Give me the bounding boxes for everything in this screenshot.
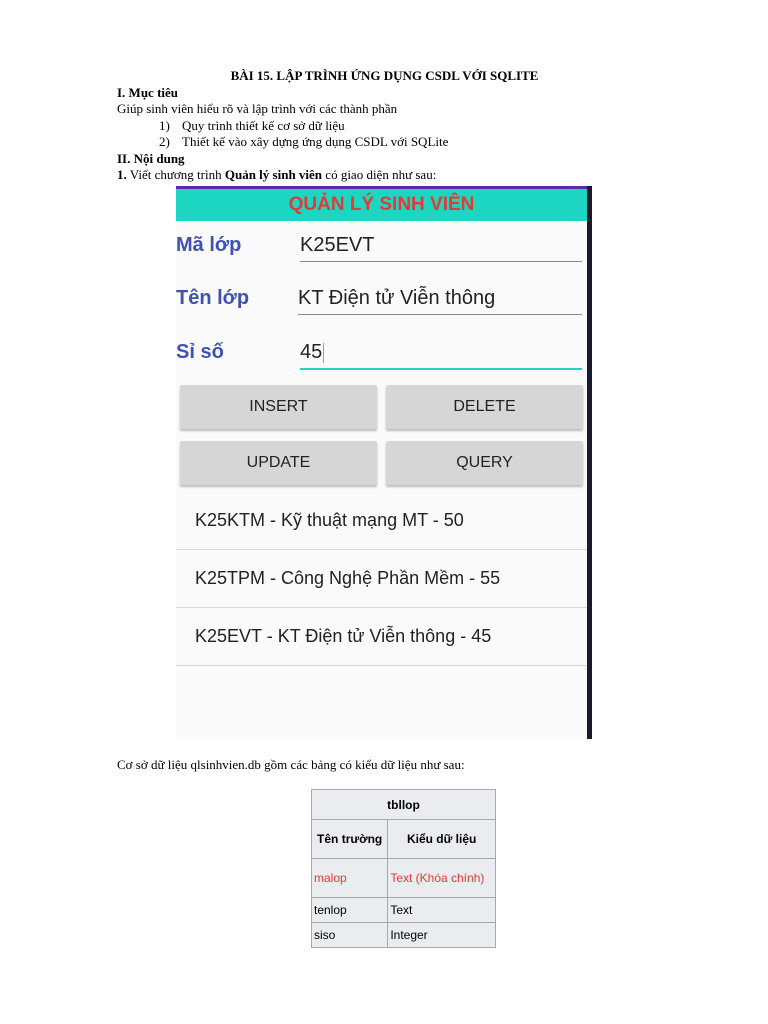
- table-cell: tenlop: [312, 898, 388, 923]
- task-number: 1.: [117, 167, 127, 182]
- delete-button[interactable]: DELETE: [386, 385, 583, 429]
- table-cell: malop: [312, 859, 388, 898]
- insert-button[interactable]: INSERT: [180, 385, 377, 429]
- class-name-label: Tên lớp: [176, 287, 250, 309]
- column-header: Tên trường: [312, 820, 388, 859]
- list-text: Thiết kế vào xây dựng ứng dụng CSDL với SQLite: [182, 134, 449, 149]
- class-code-input[interactable]: K25EVT: [300, 234, 582, 262]
- table-cell: Text (Khóa chính): [388, 859, 496, 898]
- database-description: Cơ sở dữ liệu qlsinhvien.db gồm các bảng có kiểu dữ liệu như sau:: [117, 757, 465, 772]
- update-button[interactable]: UPDATE: [180, 441, 377, 485]
- column-header: Kiểu dữ liệu: [388, 820, 496, 859]
- class-code-label: Mã lớp: [176, 234, 242, 256]
- list-item-text: K25KTM - Kỹ thuật mạng MT - 50: [195, 510, 464, 530]
- class-name-input[interactable]: KT Điện tử Viễn thông: [298, 287, 582, 315]
- page-title: BÀI 15. LẬP TRÌNH ỨNG DỤNG CSDL VỚI SQLITE: [230, 68, 539, 83]
- list-number: 2): [159, 134, 170, 149]
- document-body: [117, 68, 657, 184]
- table-cell: Text: [388, 898, 496, 923]
- class-size-input[interactable]: [300, 341, 582, 370]
- table-header-row: [312, 820, 496, 859]
- list-text: Quy trình thiết kế cơ sở dữ liệu: [182, 117, 345, 133]
- schema-table: [311, 789, 496, 948]
- class-size-value: 45: [300, 341, 323, 363]
- query-button[interactable]: QUERY: [386, 441, 583, 485]
- task-text-bold: Quản lý sinh viên: [224, 167, 323, 182]
- section-heading-objectives: I. Mục tiêu: [117, 84, 179, 100]
- text-cursor: [323, 343, 324, 363]
- list-item[interactable]: [176, 608, 587, 666]
- list-item-text: K25EVT - KT Điện tử Viễn thông - 45: [195, 626, 492, 646]
- list-item-text: K25TPM - Công Nghệ Phần Mềm - 55: [195, 568, 501, 588]
- app-title-bar: QUẢN LÝ SINH VIÊN: [176, 189, 587, 221]
- section-heading-content: II. Nội dung: [117, 150, 185, 166]
- table-cell: Integer: [388, 923, 496, 948]
- task-text: [117, 167, 657, 184]
- class-size-label: Sỉ số: [176, 341, 224, 363]
- list-item: [117, 118, 657, 135]
- task-text-pre: Viết chương trình: [126, 167, 225, 182]
- table-name: tbllop: [312, 790, 496, 820]
- list-item: [117, 134, 657, 151]
- table-row: [312, 923, 496, 948]
- table-cell: siso: [312, 923, 388, 948]
- list-item[interactable]: [176, 550, 587, 608]
- app-screenshot: [176, 186, 592, 739]
- intro-text: Giúp sinh viên hiểu rõ và lập trình với các thành phần: [117, 101, 398, 116]
- list-number: 1): [159, 117, 170, 133]
- task-text-post: có giao diện như sau:: [322, 167, 437, 182]
- list-item[interactable]: [176, 492, 587, 550]
- table-row: [312, 859, 496, 898]
- screen-edge: [587, 186, 592, 739]
- table-row: [312, 898, 496, 923]
